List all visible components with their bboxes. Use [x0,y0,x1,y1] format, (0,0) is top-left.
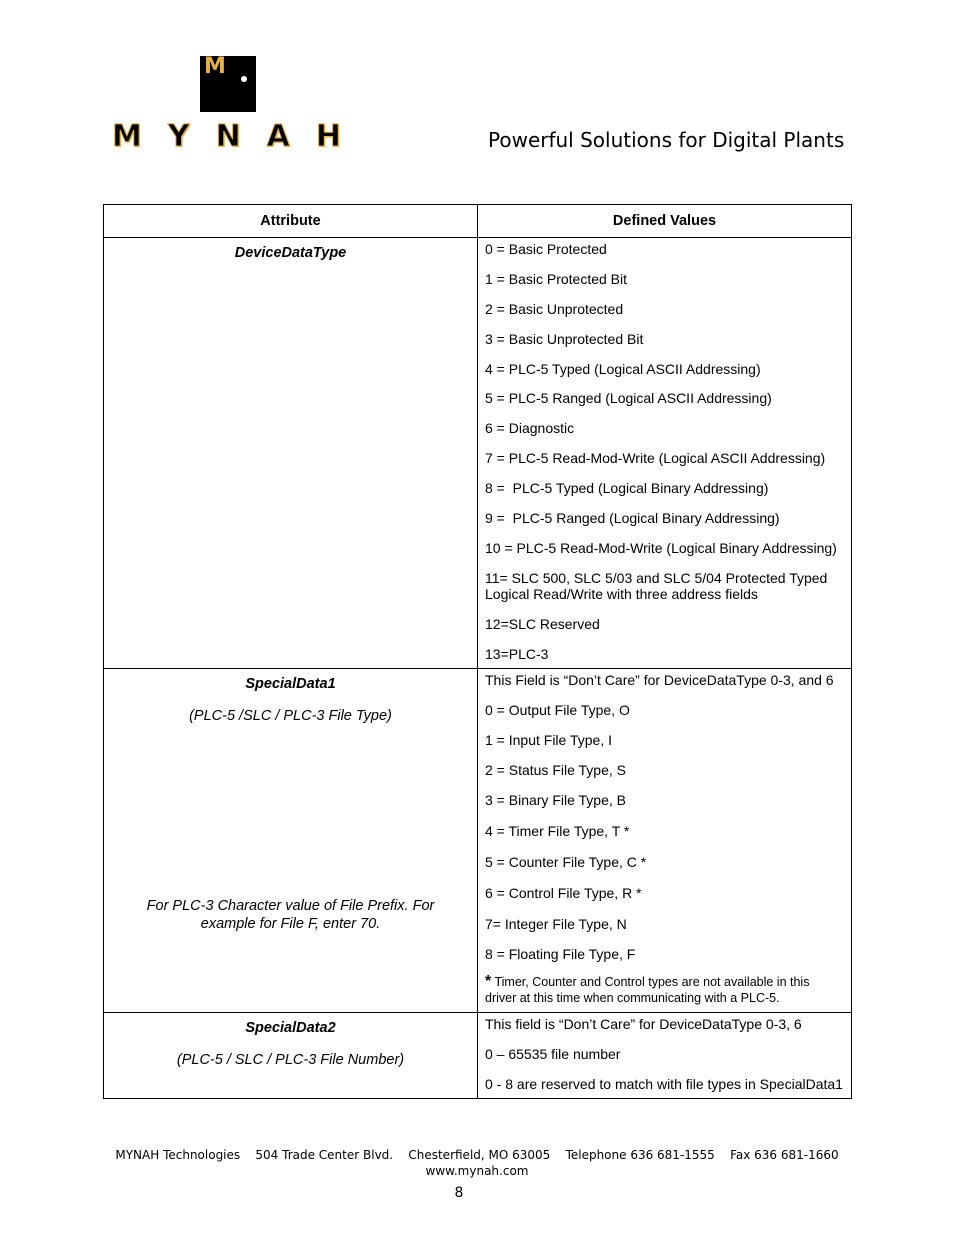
attribute-subtitle: (PLC-5 /SLC / PLC-3 File Type) [189,707,392,724]
value-item: 8 = PLC-5 Typed (Logical Binary Addressing) [485,480,769,497]
brand-wordmark: MYNAH [112,119,368,154]
column-header-defined-values: Defined Values [478,205,852,238]
footnote-text: Timer, Counter and Control types are not available in this driver at this time when communicating with a PLC-5. [485,974,810,1005]
value-item: 4 = PLC-5 Typed (Logical ASCII Addressing) [485,360,761,377]
footer-contact: MYNAH Technologies 504 Trade Center Blvd. Chesterfield, MO 63005 Telephone 636 681-1555 Fax 636 681-1660 [115,1148,839,1162]
value-item: 2 = Basic Unprotected [485,300,624,317]
attribute-cell [104,1012,478,1098]
value-item: 7= Integer File Type, N [485,915,627,932]
table-header-row [104,205,852,238]
column-header-attribute: Attribute [104,205,478,238]
footer-website: www.mynah.com [425,1164,529,1178]
logo-mark-icon [200,56,256,112]
attribute-table [103,204,852,1099]
value-item: 0 – 65535 file number [485,1045,621,1062]
logo-dot [241,76,247,82]
value-item: 0 - 8 are reserved to match with file types in SpecialData1 [485,1075,843,1092]
value-item: 4 = Timer File Type, T * [485,822,630,839]
page-footer [0,1147,954,1179]
tagline: Powerful Solutions for Digital Plants [488,128,845,152]
value-item: 5 = Counter File Type, C * [485,853,647,870]
attribute-cell [104,668,478,1012]
attribute-note: For PLC-3 Character value of File Prefix. For example for File F, enter 70. [146,897,435,932]
value-item: This field is “Don’t Care” for DeviceDataType 0-3, 6 [485,1015,802,1032]
page-number: 8 [454,1185,464,1201]
table-row [104,1012,852,1098]
value-item: 2 = Status File Type, S [485,761,626,778]
value-item: 12=SLC Reserved [485,615,600,632]
value-item: 3 = Binary File Type, B [485,791,626,808]
footnote-mark: * [485,972,492,990]
attribute-name: SpecialData2 [245,1019,336,1036]
attribute-name: SpecialData1 [245,675,336,692]
values-cell [478,238,852,669]
value-item: 0 = Output File Type, O [485,701,630,718]
value-item: 6 = Control File Type, R * [485,884,642,901]
attribute-subtitle: (PLC-5 / SLC / PLC-3 File Number) [176,1051,405,1068]
value-item: 10 = PLC-5 Read-Mod-Write (Logical Binary Addressing) [485,539,837,556]
logo-mark-letter: M [204,54,226,79]
value-item: 13=PLC-3 [485,645,549,662]
value-item: 6 = Diagnostic [485,420,575,437]
attribute-name: DeviceDataType [234,245,347,261]
value-item: 5 = PLC-5 Ranged (Logical ASCII Addressing) [485,390,772,407]
values-cell [478,1012,852,1098]
value-item: 3 = Basic Unprotected Bit [485,330,644,347]
attribute-cell [104,238,478,669]
table-row [104,668,852,1012]
value-item: 11= SLC 500, SLC 5/03 and SLC 5/04 Protected Typed Logical Read/Write with three address fields [485,569,828,602]
value-item: This Field is “Don’t Care” for DeviceDataType 0-3, and 6 [485,671,834,688]
value-item: 1 = Basic Protected Bit [485,270,628,287]
value-item: 0 = Basic Protected [485,241,607,257]
value-item: 8 = Floating File Type, F [485,945,636,962]
mynah-logo [112,54,368,156]
table-row [104,238,852,669]
values-cell [478,668,852,1012]
value-item: 1 = Input File Type, I [485,731,612,748]
value-item: 9 = PLC-5 Ranged (Logical Binary Addressing) [485,510,780,527]
footnote [485,974,844,1006]
value-item: 7 = PLC-5 Read-Mod-Write (Logical ASCII Addressing) [485,450,826,467]
